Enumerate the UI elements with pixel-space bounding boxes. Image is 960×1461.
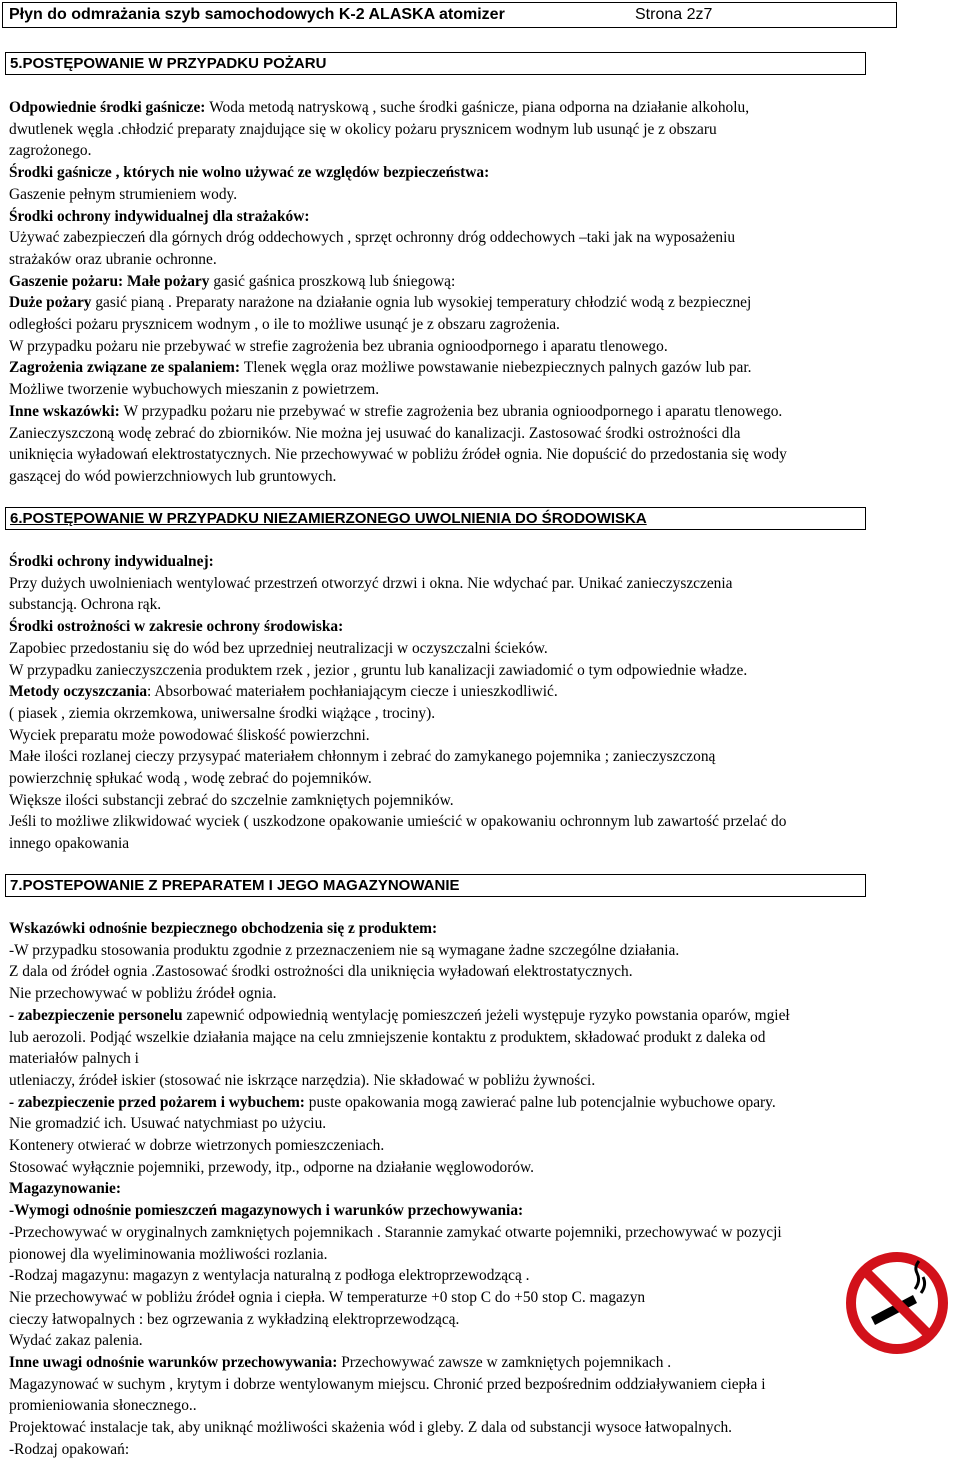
bold-label: Środki ochrony indywidualnej dla strażaków: [9,207,310,225]
text-line [9,594,960,616]
text-run: Gaszenie pełnym strumieniem wody. [9,185,238,203]
text-line [9,444,960,466]
text-run: Projektować instalacje tak, aby uniknąć możliwości skażenia wód i gleby. Z dala od substancji wysoce łatwopalnych. [9,1419,733,1437]
bold-label: -Wymogi odnośnie pomieszczeń magazynowych i warunków przechowywania: [9,1202,524,1220]
text-line [9,918,960,940]
text-run: Nie przechowywać w pobliżu źródeł ognia. [9,985,277,1003]
text-run: cieczy łatwopalnych : bez ogrzewania z wykładziną elektroprzewodzącą. [9,1310,460,1328]
bold-label: Środki ochrony indywidualnej: [9,553,214,570]
section-6-heading [5,507,866,530]
text-run: lub aerozoli. Podjąć wszelkie działania mające na celu zmniejszenie kontaktu z produktem, składować produkt z daleka od [9,1028,766,1046]
text-line [9,184,960,206]
text-run: utleniaczy, źródeł iskier (stosować nie iskrzące narzędzia). Nie składować w pobliżu żywności. [9,1071,596,1089]
text-run: promieniowania słonecznego.. [9,1397,197,1415]
text-line [9,660,960,682]
text-line [9,140,960,162]
text-run: Zanieczyszczoną wodę zebrać do zbiorników. Nie można jej usuwać do kanalizacji. Zastosować środki ostrożności dla [9,424,741,442]
document-title: Płyn do odmrażania szyb samochodowych K-2 ALASKA atomizer [9,6,505,23]
text-run: dwutlenek węgla .chłodzić preparaty znajdujące się w okolicy pożaru prysznicem wodnym lub usunąć je z obszaru [9,120,717,138]
text-line [9,1395,960,1417]
text-line [9,1157,960,1179]
bold-label: Metody oczyszczania [9,683,148,701]
text-run: W przypadku zanieczyszczenia produktem rzek , jezior , gruntu lub kanalizacji zawiadomić o tym odpowiednie władze. [9,661,748,679]
text-run: gasić pianą . Preparaty narażone na działanie ognia lub wysokiej temperatury chłodzić wodą z bezpiecznej [95,294,752,312]
text-run: -Rodzaj magazynu: magazyn z wentylacja naturalną z podłoga elektroprzewodzącą . [9,1267,530,1285]
text-run: Małe ilości rozlanej cieczy przysypać materiałem chłonnym i zebrać do zamykanego pojemnika ; zanieczyszczoną [9,748,716,766]
text-line [9,681,960,703]
text-line [9,401,960,423]
text-run: powierzchnię spłukać wodą , wodę zebrać do pojemników. [9,770,372,788]
text-run: Możliwe tworzenie wybuchowych mieszanin z powietrzem. [9,381,380,399]
text-run: zagrożonego. [9,142,92,160]
text-run: Magazynować w suchym , krytym i dobrze wentylowanym miejscu. Chronić przed bezpośrednim oddziaływaniem ciepła i [9,1375,766,1393]
text-line [9,1200,960,1222]
text-run: -W przypadku stosowania produktu zgodnie z przeznaczeniem nie są wymagane żadne szczególne działania. [9,941,680,959]
text-line [9,1005,960,1027]
text-run: Przechowywać zawsze w zamkniętych pojemnikach . [341,1354,672,1372]
text-line [9,379,960,401]
text-line [9,725,960,747]
bold-label: Zagrożenia związane ze spalaniem: [9,359,244,377]
section-5-heading [5,52,866,75]
text-line [9,551,960,573]
text-line [9,1048,960,1070]
text-run: Wydać zakaz palenia. [9,1332,143,1350]
text-run: innego opakowania [9,835,130,853]
text-run: strażaków oraz ubranie ochronne. [9,250,217,268]
section-6-body [9,551,960,855]
bold-label: Środki ostrożności w zakresie ochrony środowiska: [9,618,344,636]
text-run: Tlenek węgla oraz możliwe powstawanie niebezpiecznych palnych gazów lub par. [243,359,752,377]
no-smoking-icon [845,1251,949,1355]
text-line [9,97,960,119]
text-run: Większe ilości substancji zebrać do szczelnie zamkniętych pojemników. [9,791,454,809]
text-run: zapewnić odpowiednią wentylację pomieszczeń jeżeli występuje ryzyko powstania oparów, mgieł [186,1006,790,1024]
text-line [9,1352,960,1374]
text-line [9,983,960,1005]
bold-label: Magazynowanie: [9,1180,121,1198]
text-run: Kontenery otwierać w dobrze wietrzonych pomieszczeniach. [9,1137,385,1155]
text-line [9,227,960,249]
section-5-body [9,97,960,488]
text-line [9,1027,960,1049]
text-line [9,336,960,358]
bold-label: Duże pożary [9,294,96,312]
text-run: Przy dużych uwolnieniach wentylować przestrzeń otworzyć drzwi i okna. Nie wdychać par. Unikać zanieczyszczenia [9,574,733,592]
text-line [9,833,960,855]
text-run: Nie gromadzić ich. Usuwać natychmiast po użyciu. [9,1115,327,1133]
section-6-title: 6.POSTĘPOWANIE W PRZYPADKU NIEZAMIERZONEGO UWOLNIENIA DO ŚRODOWISKA [10,510,647,527]
text-line [9,1222,960,1244]
text-line [9,1178,960,1200]
text-line [9,1309,960,1331]
text-run: materiałów palnych i [9,1050,139,1068]
text-run: ( piasek , ziemia okrzemkowa, uniwersalne środki wiążące , trociny). [9,704,436,722]
text-line [9,790,960,812]
text-line [9,1113,960,1135]
text-line [9,466,960,488]
text-line [9,573,960,595]
bold-label: Wskazówki odnośnie bezpiecznego obchodzenia się z produktem: [9,920,438,937]
bold-label: Inne wskazówki: [9,402,124,420]
document-header [2,2,897,28]
text-line [9,768,960,790]
text-line [9,1070,960,1092]
text-run: Woda metodą natryskową , suche środki gaśnicze, piana odporna na działanie alkoholu, [209,99,750,116]
bold-label: - zabezpieczenie przed pożarem i wybuchem: [9,1093,309,1111]
text-line [9,271,960,293]
text-line [9,961,960,983]
text-line [9,1287,960,1309]
text-line [9,1330,960,1352]
text-line [9,292,960,314]
text-line [9,940,960,962]
text-line [9,1374,960,1396]
text-run: odległości pożaru prysznicem wodnym , o ile to możliwe usunąć je z obszaru zagrożenia. [9,316,560,334]
text-line [9,357,960,379]
text-run: substancją. Ochrona rąk. [9,596,162,614]
bold-label: - zabezpieczenie personelu [9,1006,187,1024]
text-line [9,1439,960,1461]
text-line [9,1092,960,1114]
text-line [9,746,960,768]
text-run: gasić gaśnica proszkową lub śniegową: [213,272,456,290]
text-line [9,638,960,660]
text-line [9,1244,960,1266]
section-5-title: 5.POSTĘPOWANIE W PRZYPADKU POŻARU [10,55,327,72]
text-line [9,1135,960,1157]
bold-label: Odpowiednie środki gaśnicze: [9,99,210,116]
text-run: W przypadku pożaru nie przebywać w strefie zagrożenia bez ubrania ognioodpornego i aparatu tlenowego. [9,337,668,355]
text-line [9,616,960,638]
section-7-heading [5,874,866,897]
text-line [9,314,960,336]
text-run: puste opakowania mogą zawierać palne lub potencjalnie wybuchowe opary. [308,1093,776,1111]
text-run: Nie przechowywać w pobliżu źródeł ognia i ciepła. W temperaturze +0 stop C do +50 stop C. magazyn [9,1288,646,1306]
text-run: -Rodzaj opakowań: [9,1440,130,1458]
text-run: W przypadku pożaru nie przebywać w strefie zagrożenia bez ubrania ognioodpornego i aparatu tlenowego. [123,402,783,420]
text-run: uniknięcia wyładowań elektrostatycznych. Nie przechowywać w pobliżu źródeł ognia. Nie dopuścić do przedostania się wody [9,446,787,464]
text-line [9,119,960,141]
bold-label: Środki gaśnicze , których nie wolno używać ze względów bezpieczeństwa: [9,164,490,182]
text-run: pionowej dla wyeliminowania możliwości rozlania. [9,1245,328,1263]
text-run: gaszącej do wód powierzchniowych lub gruntowych. [9,467,337,485]
text-line [9,811,960,833]
text-run: : Absorbować materiałem pochłaniającym ciecze i unieszkodliwić. [147,683,558,701]
text-line [9,1265,960,1287]
text-run: Stosować wyłącznie pojemniki, przewody, itp., odporne na działanie węglowodorów. [9,1158,534,1176]
section-7-title: 7.POSTEPOWANIE Z PREPARATEM I JEGO MAGAZYNOWANIE [10,877,460,894]
text-line [9,423,960,445]
text-run: -Przechowywać w oryginalnych zamkniętych pojemnikach . Starannie zamykać otwarte pojemniki, przechowywać w pozycji [9,1223,782,1241]
text-line [9,206,960,228]
text-line [9,162,960,184]
text-run: Wyciek preparatu może powodować śliskość powierzchni. [9,726,370,744]
text-line [9,1417,960,1439]
text-run: Z dala od źródeł ognia .Zastosować środki ostrożności dla uniknięcia wyładowań elektrostatycznych. [9,963,633,981]
text-line [9,703,960,725]
text-run: Jeśli to możliwe zlikwidować wyciek ( uszkodzone opakowanie umieścić w opakowaniu ochronnym lub zawartość przelać do [9,813,787,831]
text-run: Używać zabezpieczeń dla górnych dróg oddechowych , sprzęt ochronny dróg oddechowych –taki jak na wyposażeniu [9,229,736,247]
text-run: Zapobiec przedostaniu się do wód bez uprzedniej neutralizacji w oczyszczalni ścieków. [9,639,548,657]
section-7-body [9,918,960,1461]
page-number: Strona 2z7 [635,6,713,23]
bold-label: Gaszenie pożaru: Małe pożary [9,272,214,290]
text-line [9,249,960,271]
bold-label: Inne uwagi odnośnie warunków przechowywania: [9,1354,342,1372]
